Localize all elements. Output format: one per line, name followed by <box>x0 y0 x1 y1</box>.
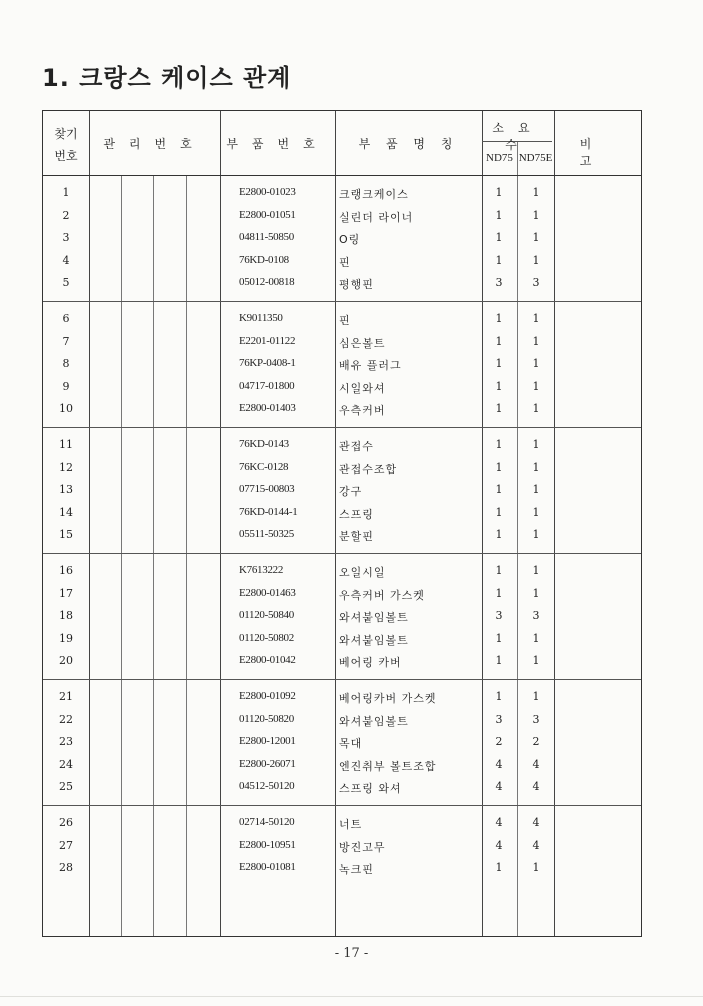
header-mgmt-no: 관리번호 <box>103 137 206 151</box>
row-qty-nd75: 1 <box>495 690 503 703</box>
row-qty-nd75e: 1 <box>532 564 540 577</box>
row-part-name: 핀 <box>339 314 351 327</box>
row-part-no: E2800-01403 <box>239 402 296 414</box>
row-qty-nd75: 1 <box>495 483 503 496</box>
row-find-no: 16 <box>59 564 73 577</box>
row-qty-nd75e: 1 <box>532 402 540 415</box>
row-part-name: 목대 <box>339 737 363 750</box>
row-qty-nd75e: 3 <box>532 712 540 726</box>
parts-table <box>42 110 642 937</box>
row-qty-nd75e: 4 <box>532 838 540 852</box>
row-part-no: E2800-01051 <box>239 208 296 221</box>
row-qty-nd75: 3 <box>495 712 503 726</box>
row-qty-nd75e: 1 <box>532 312 540 325</box>
row-find-no: 11 <box>59 438 73 451</box>
row-part-no: E2800-10951 <box>239 838 296 851</box>
row-part-name: 엔진취부 볼트조합 <box>339 759 437 773</box>
row-part-name: 와셔붙임볼트 <box>339 714 409 728</box>
row-part-name: 배유 플러그 <box>339 359 402 372</box>
row-qty-nd75e: 3 <box>532 609 540 622</box>
row-part-no: E2800-01092 <box>239 690 296 702</box>
row-part-no: 76KC-0128 <box>239 460 289 473</box>
row-part-no: K9011350 <box>239 312 283 324</box>
row-part-no: E2800-01081 <box>239 861 296 873</box>
row-find-no: 7 <box>62 334 70 348</box>
row-find-no: 19 <box>59 631 73 645</box>
row-part-no: 01120-50820 <box>239 712 294 725</box>
col-line <box>482 111 483 936</box>
row-find-no: 14 <box>59 505 73 519</box>
col-line <box>153 175 154 936</box>
row-qty-nd75: 1 <box>495 312 503 325</box>
row-part-no: 76KD-0143 <box>239 438 289 450</box>
row-qty-nd75: 1 <box>495 460 503 474</box>
row-qty-nd75e: 1 <box>532 334 540 348</box>
row-find-no: 5 <box>62 276 70 289</box>
row-part-name: 우측커버 <box>339 404 386 417</box>
row-qty-nd75e: 2 <box>532 735 540 748</box>
row-find-no: 10 <box>59 402 73 415</box>
header-remarks: 비 고 <box>579 137 618 168</box>
row-find-no: 28 <box>59 861 73 874</box>
row-qty-nd75: 4 <box>495 780 503 793</box>
row-qty-nd75e: 1 <box>532 438 540 451</box>
row-find-no: 20 <box>59 654 73 667</box>
row-find-no: 13 <box>59 483 73 496</box>
col-line <box>89 111 90 936</box>
row-qty-nd75: 1 <box>495 402 503 415</box>
scan-edge <box>0 996 703 997</box>
row-part-name: 너트 <box>339 818 363 831</box>
row-qty-nd75: 1 <box>495 334 503 348</box>
row-part-name: 방진고무 <box>339 840 386 854</box>
row-part-name: 시일와셔 <box>339 381 386 395</box>
row-find-no: 17 <box>59 586 73 600</box>
row-qty-nd75: 1 <box>495 208 503 222</box>
row-part-no: 01120-50840 <box>239 609 294 621</box>
row-qty-nd75e: 4 <box>532 816 540 829</box>
row-qty-nd75: 1 <box>495 438 503 451</box>
row-qty-nd75e: 1 <box>532 460 540 474</box>
row-qty-nd75e: 1 <box>532 631 540 645</box>
row-part-no: 07715-00803 <box>239 483 295 495</box>
row-qty-nd75: 1 <box>495 379 503 393</box>
row-part-name: 심은볼트 <box>339 336 386 350</box>
group-divider <box>43 553 641 554</box>
row-part-name: 우측커버 가스켓 <box>339 588 425 602</box>
row-find-no: 2 <box>62 208 70 222</box>
row-find-no: 27 <box>59 838 73 852</box>
row-part-name: 관접수조합 <box>339 462 398 476</box>
row-qty-nd75e: 1 <box>532 357 540 370</box>
row-part-no: E2201-01122 <box>239 334 296 347</box>
row-find-no: 12 <box>59 460 73 474</box>
row-part-name: 녹크핀 <box>339 863 374 876</box>
group-divider <box>43 679 641 680</box>
row-part-name: 분할핀 <box>339 530 374 543</box>
group-divider <box>43 427 641 428</box>
row-qty-nd75: 1 <box>495 654 503 667</box>
row-find-no: 9 <box>62 379 70 393</box>
row-qty-nd75: 2 <box>495 735 503 748</box>
row-qty-nd75e: 1 <box>532 586 540 600</box>
row-find-no: 21 <box>59 690 73 703</box>
row-qty-nd75e: 1 <box>532 861 540 874</box>
header-qty-nd75e: ND75E <box>518 152 553 164</box>
row-part-no: 04811-50850 <box>239 231 294 243</box>
row-qty-nd75: 3 <box>495 609 503 622</box>
header-find-no: 찾기 번호 <box>54 127 78 163</box>
row-find-no: 22 <box>59 712 73 726</box>
row-qty-nd75: 1 <box>495 631 503 645</box>
row-find-no: 23 <box>59 735 73 748</box>
row-part-name: 와셔붙임볼트 <box>339 633 409 647</box>
group-divider <box>43 805 641 806</box>
col-line <box>220 111 221 936</box>
row-part-no: 04512-50120 <box>239 780 295 792</box>
header-part-name: 부 품 명 칭 <box>358 137 459 151</box>
row-qty-nd75e: 1 <box>532 505 540 519</box>
col-line <box>517 141 518 936</box>
row-part-name: 베어링 카버 <box>339 656 402 669</box>
row-part-name: 관접수 <box>339 440 374 453</box>
row-part-no: 05012-00818 <box>239 276 295 288</box>
row-part-no: E2800-01023 <box>239 186 296 198</box>
header-part-no: 부품번호 <box>226 137 329 151</box>
col-line <box>554 111 555 936</box>
row-part-name: O링 <box>339 233 361 246</box>
row-find-no: 6 <box>62 312 70 325</box>
row-find-no: 8 <box>62 357 70 370</box>
row-qty-nd75: 1 <box>495 186 503 199</box>
row-part-name: 베어링카버 가스켓 <box>339 692 437 705</box>
row-part-no: 02714-50120 <box>239 816 295 828</box>
row-find-no: 1 <box>62 186 70 199</box>
row-qty-nd75: 1 <box>495 505 503 519</box>
row-qty-nd75: 1 <box>495 861 503 874</box>
row-part-name: 스프링 <box>339 507 374 521</box>
row-qty-nd75e: 1 <box>532 186 540 199</box>
row-qty-nd75e: 3 <box>532 276 540 289</box>
row-find-no: 4 <box>62 253 70 267</box>
col-line <box>335 111 336 936</box>
row-part-no: 01120-50802 <box>239 631 294 644</box>
row-part-name: 오일시일 <box>339 566 386 579</box>
row-qty-nd75e: 1 <box>532 379 540 393</box>
row-qty-nd75: 3 <box>495 276 503 289</box>
row-part-name: 핀 <box>339 255 351 269</box>
header-qty: 소요수 <box>492 121 544 152</box>
row-qty-nd75: 1 <box>495 357 503 370</box>
row-qty-nd75e: 1 <box>532 253 540 267</box>
row-part-name: 평행핀 <box>339 278 374 291</box>
header-line <box>43 175 641 176</box>
row-qty-nd75e: 1 <box>532 528 540 541</box>
header-qty-nd75: ND75 <box>486 152 513 164</box>
row-qty-nd75e: 4 <box>532 757 540 771</box>
row-qty-nd75e: 1 <box>532 208 540 222</box>
row-find-no: 18 <box>59 609 73 622</box>
col-line <box>121 175 122 936</box>
row-part-no: K7613222 <box>239 564 284 576</box>
row-part-name: 크랭크케이스 <box>339 188 409 201</box>
row-part-no: E2800-01042 <box>239 654 296 666</box>
row-qty-nd75: 1 <box>495 528 503 541</box>
row-find-no: 15 <box>59 528 73 541</box>
row-part-no: E2800-12001 <box>239 735 296 747</box>
row-qty-nd75: 1 <box>495 564 503 577</box>
row-part-no: 04717-01800 <box>239 379 295 392</box>
row-part-name: 스프링 와셔 <box>339 782 402 795</box>
row-qty-nd75e: 1 <box>532 483 540 496</box>
row-find-no: 26 <box>59 816 73 829</box>
row-part-name: 실린더 라이너 <box>339 210 414 224</box>
row-part-name: 와셔붙임볼트 <box>339 611 409 624</box>
row-qty-nd75: 1 <box>495 586 503 600</box>
page-title: 1. 크랑스 케이스 관계 <box>42 64 292 92</box>
group-divider <box>43 301 641 302</box>
row-part-no: E2800-26071 <box>239 757 296 770</box>
col-line <box>186 175 187 936</box>
row-find-no: 3 <box>62 231 70 244</box>
row-find-no: 24 <box>59 757 73 771</box>
row-qty-nd75e: 1 <box>532 231 540 244</box>
row-find-no: 25 <box>59 780 73 793</box>
row-qty-nd75: 1 <box>495 231 503 244</box>
row-part-no: 76KP-0408-1 <box>239 357 296 369</box>
row-qty-nd75: 4 <box>495 757 503 771</box>
row-qty-nd75e: 1 <box>532 654 540 667</box>
row-part-no: 76KD-0108 <box>239 253 289 266</box>
row-part-no: 76KD-0144-1 <box>239 505 298 518</box>
row-qty-nd75: 4 <box>495 816 503 829</box>
row-part-name: 강구 <box>339 485 363 498</box>
row-qty-nd75e: 4 <box>532 780 540 793</box>
row-qty-nd75: 4 <box>495 838 503 852</box>
row-qty-nd75: 1 <box>495 253 503 267</box>
page-number: - 17 - <box>334 946 369 961</box>
row-part-no: E2800-01463 <box>239 586 296 599</box>
row-part-no: 05511-50325 <box>239 528 294 540</box>
row-qty-nd75e: 1 <box>532 690 540 703</box>
